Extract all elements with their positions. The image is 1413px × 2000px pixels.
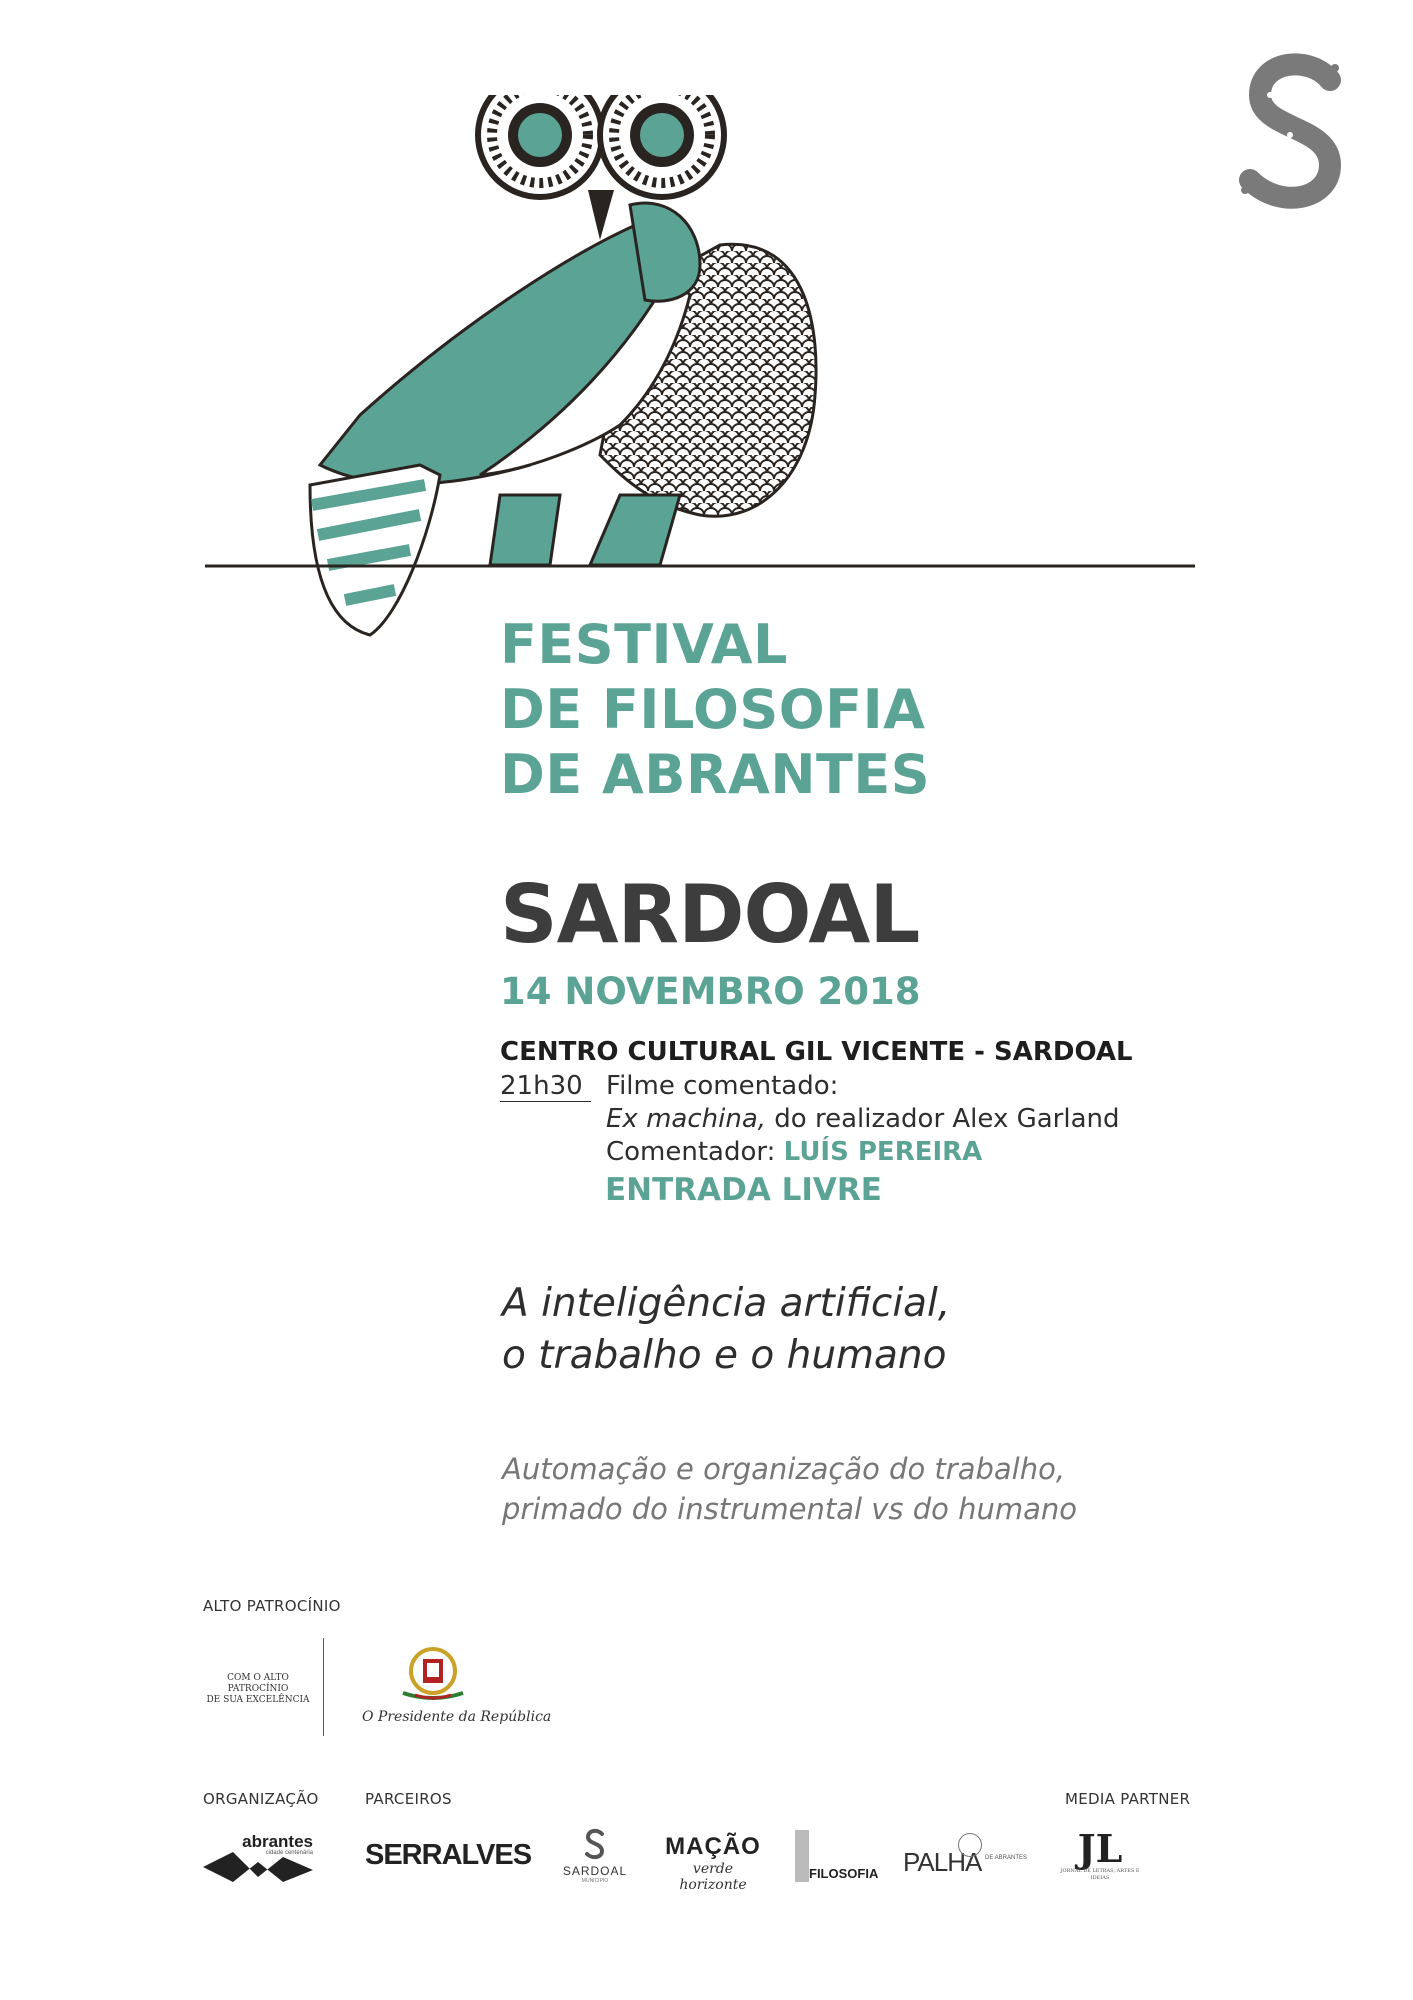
event-location: SARDOAL xyxy=(500,868,920,961)
festival-title-line2: DE FILOSOFIA xyxy=(500,678,926,741)
theme-line2: o trabalho e o humano xyxy=(502,1333,947,1378)
event-time: 21h30 xyxy=(500,1071,591,1102)
alto-patrocinio-label: ALTO PATROCÍNIO xyxy=(203,1597,341,1615)
festival-title-line3: DE ABRANTES xyxy=(500,743,931,806)
event-date: 14 NOVEMBRO 2018 xyxy=(500,970,921,1013)
festival-title-line1: FESTIVAL xyxy=(500,613,788,676)
subtheme-line2: primado do instrumental vs do humano xyxy=(502,1492,1078,1526)
palha-badge-icon xyxy=(958,1833,982,1857)
event-description-line1: Filme comentado: xyxy=(606,1071,839,1101)
jl-logo: JL JORNAL DE LETRAS, ARTES E IDEIAS xyxy=(1060,1826,1140,1881)
subtheme-line1: Automação e organização do trabalho, xyxy=(502,1452,1066,1486)
abrantes-logo: abrantes cidade centenária xyxy=(203,1832,313,1882)
organizacao-label: ORGANIZAÇÃO xyxy=(203,1790,319,1808)
owl-illustration xyxy=(200,95,1200,655)
theme xyxy=(502,1278,950,1382)
filosofia-bar-icon xyxy=(795,1830,809,1882)
subtheme xyxy=(502,1449,1077,1529)
event-venue: CENTRO CULTURAL GIL VICENTE - SARDOAL xyxy=(500,1037,1133,1067)
macao-logo: MAÇÃO verde horizonte xyxy=(665,1833,761,1893)
filosofia-logo: FILOSOFIA xyxy=(795,1830,885,1882)
republic-coat-of-arms-icon xyxy=(393,1643,473,1703)
abrantes-mark-icon xyxy=(203,1852,313,1882)
festival-title xyxy=(500,612,930,807)
patron-divider xyxy=(323,1638,324,1736)
entry-free: ENTRADA LIVRE xyxy=(605,1172,882,1208)
film-director: do realizador Alex Garland xyxy=(766,1104,1120,1134)
event-film-line xyxy=(606,1104,1120,1134)
sardoal-s-logo-icon xyxy=(1230,50,1360,220)
film-title: Ex machina, xyxy=(606,1104,767,1134)
serralves-logo: SERRALVES xyxy=(365,1839,532,1871)
commentator-label: Comentador: xyxy=(606,1137,784,1167)
president-label: O Presidente da República xyxy=(362,1709,552,1725)
sardoal-partner-logo: SARDOAL MUNICÍPIO xyxy=(560,1828,630,1884)
event-commentator-line xyxy=(606,1137,982,1167)
parceiros-label: PARCEIROS xyxy=(365,1790,452,1808)
media-partner-label: MEDIA PARTNER xyxy=(1065,1790,1191,1808)
palha-logo: PALHA DE ABRANTES xyxy=(903,1833,1033,1881)
patron-text: COM O ALTO PATROCÍNIO DE SUA EXCELÊNCIA xyxy=(206,1673,310,1705)
commentator-name: LUÍS PEREIRA xyxy=(783,1137,983,1167)
sardoal-small-s-icon xyxy=(583,1828,607,1860)
theme-line1: A inteligência artificial, xyxy=(502,1281,951,1326)
